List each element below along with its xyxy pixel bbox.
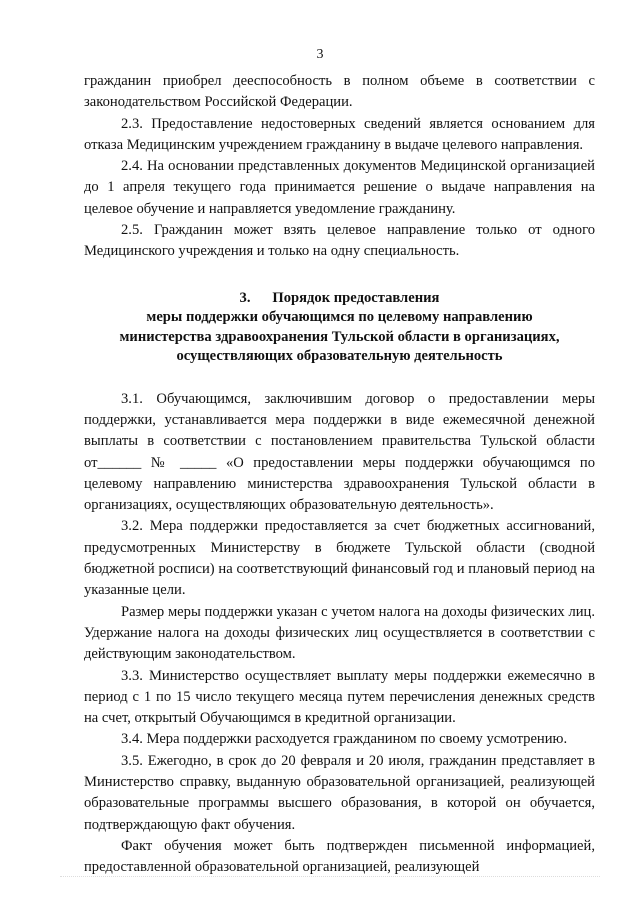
paragraph-3-5: 3.5. Ежегодно, в срок до 20 февраля и 20 июля, гражданин представляет в Министерство справку, выданную образовательной организацией, реализующей образовательные программы высшего образования, в которой он обучается, подтверждающую факт обучения. — [84, 752, 595, 833]
section-heading-line: меры поддержки обучающимся по целевому направлению — [146, 309, 533, 326]
paragraph-3-4: 3.4. Мера поддержки расходуется гражданином по своему усмотрению. — [121, 731, 568, 748]
paragraph-fact: Факт обучения может быть подтвержден письменной информацией, предоставленной образовательной организацией, реализующей — [84, 837, 595, 876]
paragraph-3-3: 3.3. Министерство осуществляет выплату меры поддержки ежемесячно в период с 1 по 15 число текущего месяца путем перечисления денежных средств на счет, открытый Обучающимся в кредитной организации. — [84, 667, 595, 727]
paragraph-3-1: 3.1. Обучающимся, заключившим договор о предоставлении меры поддержки, устанавливается мера поддержки в виде ежемесячной денежной выплаты в соответствии с постановлением правительства Тульской области от______ № _____ «О предоставлении меры поддержки обучающимся по целевому направлению министерства здравоохранения Тульской области в организациях, осуществляющих образовательную деятельность». — [84, 390, 595, 514]
section-heading-line: осуществляющих образовательную деятельность — [176, 348, 503, 365]
section-heading — [84, 289, 595, 367]
paragraph-2-4: 2.4. На основании представленных документов Медицинской организацией до 1 апреля текущего года принимается решение о выдаче направления на целевое обучение и направляется уведомление гражданину. — [84, 158, 595, 217]
paragraph-2-3: 2.3. Предоставление недостоверных сведений является основанием для отказа Медицинским учреждением гражданину в выдаче целевого направления. — [84, 115, 595, 153]
section-heading-line: министерства здравоохранения Тульской области в организациях, — [119, 328, 560, 345]
scan-artifact-line — [60, 876, 600, 881]
paragraph-tax: Размер меры поддержки указан с учетом налога на доходы физических лиц. Удержание налога на доходы физических лиц осуществляется в соответствии с действующим законодательством. — [84, 603, 595, 663]
section-heading-line: 3. Порядок предоставления — [239, 289, 440, 306]
paragraph-2-5: 2.5. Гражданин может взять целевое направление только от одного Медицинского учреждения и только на одну специальность. — [84, 222, 595, 260]
paragraph-3-2: 3.2. Мера поддержки предоставляется за счет бюджетных ассигнований, предусмотренных Министерству в бюджете Тульской области (сводной бюджетной росписи) на соответствующий финансовый год и плановый период на указанные цели. — [84, 518, 595, 599]
paragraph-continuation: гражданин приобрел дееспособность в полном объеме в соответствии с законодательством Российской Федерации. — [84, 73, 595, 111]
document-body — [84, 71, 595, 879]
page-number: 3 — [316, 47, 324, 62]
